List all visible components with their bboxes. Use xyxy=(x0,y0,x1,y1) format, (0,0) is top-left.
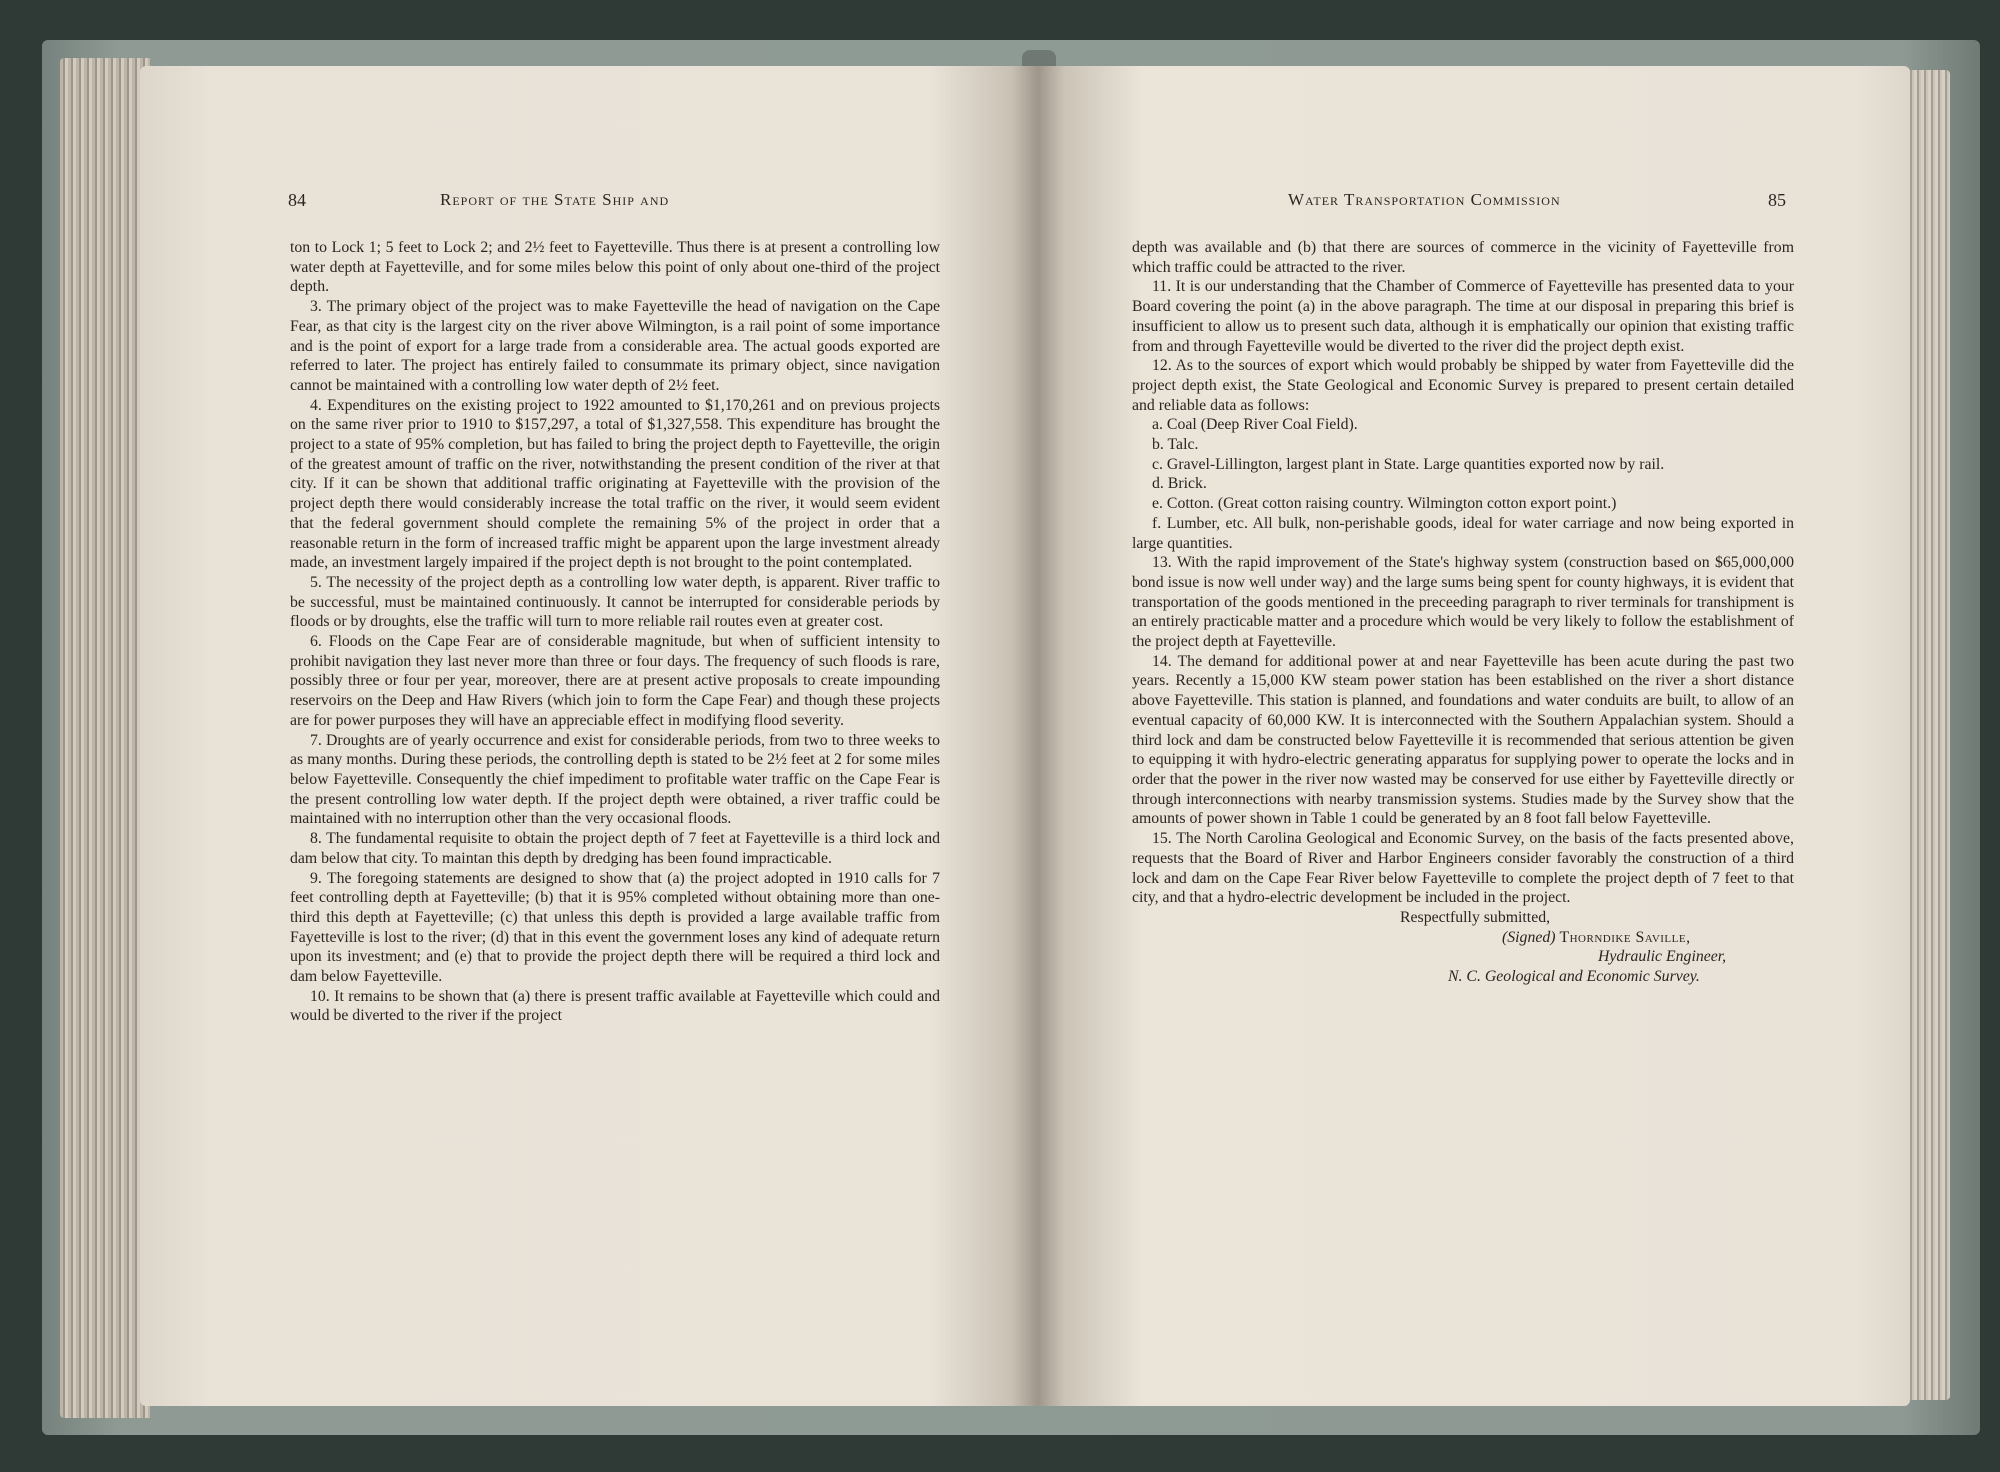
body-text xyxy=(290,238,940,1026)
paragraph: 11. It is our understanding that the Chamber of Commerce of Fayetteville has presented data to your Board covering the point (a) in the above paragraph. The time at our disposal in preparing this brief is insufficient to allow us to present such data, although it is emphatically our opinion that existing traffic from and through Fayetteville would be diverted to the river did the project depth exist. xyxy=(1132,278,1794,355)
signer-title: Hydraulic Engineer, xyxy=(1598,948,1727,966)
body-text xyxy=(1132,238,1794,987)
signature-line xyxy=(1132,928,1794,948)
paragraph: 15. The North Carolina Geological and Economic Survey, on the basis of the facts presented above, requests that the Board of River and Harbor Engineers consider favorably the construction of a third lock and dam on the Cape Fear River below Fayetteville to complete the project depth of 7 feet to that city, and that a hydro-electric development be included in the project. xyxy=(1132,830,1794,907)
running-head: Report of the State Ship and xyxy=(440,190,670,209)
left-page xyxy=(140,66,1038,1406)
signer-name: Thorndike Saville, xyxy=(1559,928,1691,946)
paragraph: 13. With the rapid improvement of the State's highway system (construction based on $65,000,000 bond issue is now well under way) and the large sums being spent for county highways, it is evident that transportation of the goods mentioned in the preceeding paragraph to river terminals for transhipment is an entirely practicable matter and a procedure which would be very likely to follow the establishment of the project depth at Fayetteville. xyxy=(1132,554,1794,651)
paragraph: 6. Floods on the Cape Fear are of considerable magnitude, but when of sufficient intensity to prohibit navigation they last never more than three or four days. The frequency of such floods is rare, possibly three or four per year, moreover, there are at present active proposals to create impounding reservoirs on the Deep and Haw Rivers (which join to form the Cape Fear) and though these projects are for power purposes they will have an appreciable effect in modifying flood severity. xyxy=(290,633,940,729)
paragraph: 3. The primary object of the project was to make Fayetteville the head of navigation on the Cape Fear, as that city is the largest city on the river above Wilmington, is a rail point of some importance and is the point of export for a large trade from a considerable area. The actual goods exported are referred to later. The project has entirely failed to consummate its primary object, since navigation cannot be maintained with a controlling low water depth of 2½ feet. xyxy=(290,298,940,394)
paragraph: 8. The fundamental requisite to obtain the project depth of 7 feet at Fayetteville is a third lock and dam below that city. To maintan this depth by dredging has been found impracticable. xyxy=(290,830,940,867)
paragraph: 9. The foregoing statements are designed to show that (a) the project adopted in 1910 calls for 7 feet controlling depth at Fayetteville; (b) that it is 95% completed without obtaining more than one-third this depth at Fayetteville; (c) that unless this depth is provided a large available traffic from Fayetteville is lost to the river; (d) that in this event the government loses any kind of adequate return upon its investment; and (e) that to provide the project depth there will be required a third lock and dam below Fayetteville. xyxy=(290,869,940,986)
paragraph: 4. Expenditures on the existing project to 1922 amounted to $1,170,261 and on previous projects on the same river prior to 1910 to $157,297, a total of $1,327,558. This expenditure has brought the project to a state of 95% completion, but has failed to bring the project depth to Fayetteville, the origin of the greatest amount of traffic on the river, notwithstanding the present condition of the river at that city. If it can be shown that additional traffic originating at Fayetteville with the provision of the project depth there would considerably increase the total traffic on the river, it would seem evident that the federal government should complete the remaining 5% of the project in order that a reasonable return in the form of increased traffic might be apparent upon the large investment already made, an investment largely impaired if the project depth is not brought to the point contemplated. xyxy=(290,396,940,572)
paragraph: 7. Droughts are of yearly occurrence and exist for considerable periods, from two to three weeks to as many months. During these periods, the controlling depth is stated to be 2½ feet at 2 for some miles below Fayetteville. Consequently the chief impediment to profitable water traffic on the Cape Fear is the present controlling low water depth. If the project depth were obtained, a river traffic could be maintained with no interruption other than the very occasional floods. xyxy=(290,731,940,828)
list-item: b. Talc. xyxy=(1152,436,1199,454)
signer-organization: N. C. Geological and Economic Survey. xyxy=(1448,968,1700,986)
page-number: 85 xyxy=(1768,190,1786,210)
paragraph: 12. As to the sources of export which would probably be shipped by water from Fayetteville did the project depth exist, the State Geological and Economic Survey is prepared to present certain detailed and reliable data as follows: xyxy=(1132,357,1794,414)
signature-closing: Respectfully submitted, xyxy=(1400,908,1551,926)
paragraph: 14. The demand for additional power at and near Fayetteville has been acute during the past two years. Recently a 15,000 KW steam power station has been established on the river a short distance above Fayetteville. This station is planned, and foundations and water conduits are built, to allow of an eventual capacity of 60,000 KW. It is interconnected with the Southern Appalachian system. Should a third lock and dam be constructed below Fayetteville it is recommended that serious attention be given to equipping it with hydro-electric generating apparatus for supplying power to operate the locks and in order that the power in the river now wasted may be conserved for use either by Fayetteville directly or through interconnections with nearby transmission systems. Studies made by the Survey show that the amounts of power shown in Table 1 could be generated by an 8 foot fall below Fayetteville. xyxy=(1132,652,1794,828)
right-page xyxy=(1038,66,1910,1406)
list-item: c. Gravel-Lillington, largest plant in State. Large quantities exported now by rail. xyxy=(1152,455,1665,473)
signed-label: (Signed) xyxy=(1502,928,1556,946)
list-item: f. Lumber, etc. All bulk, non-perishable goods, ideal for water carriage and now being exported in large quantities. xyxy=(1132,514,1794,552)
list-item: d. Brick. xyxy=(1152,475,1207,493)
paragraph: depth was available and (b) that there are sources of commerce in the vicinity of Fayetteville from which traffic could be attracted to the river. xyxy=(1132,239,1794,276)
list-item: a. Coal (Deep River Coal Field). xyxy=(1152,416,1358,434)
running-head: Water Transportation Commission xyxy=(1288,190,1561,209)
paragraph: ton to Lock 1; 5 feet to Lock 2; and 2½ feet to Fayetteville. Thus there is at present a controlling low water depth at Fayetteville, and for some miles below this point of only about one-third of the project depth. xyxy=(290,239,940,296)
paragraph: 10. It remains to be shown that (a) there is present traffic available at Fayetteville which could and would be diverted to the river if the project xyxy=(290,987,940,1025)
list-item: e. Cotton. (Great cotton raising country. Wilmington cotton export point.) xyxy=(1152,495,1617,513)
page-number: 84 xyxy=(288,190,306,210)
paragraph: 5. The necessity of the project depth as a controlling low water depth, is apparent. River traffic to be successful, must be maintained continuously. It cannot be interrupted for considerable periods by floods or by droughts, else the traffic will turn to more reliable rail routes even at greater cost. xyxy=(290,573,940,631)
page-edges-left xyxy=(60,58,150,1418)
